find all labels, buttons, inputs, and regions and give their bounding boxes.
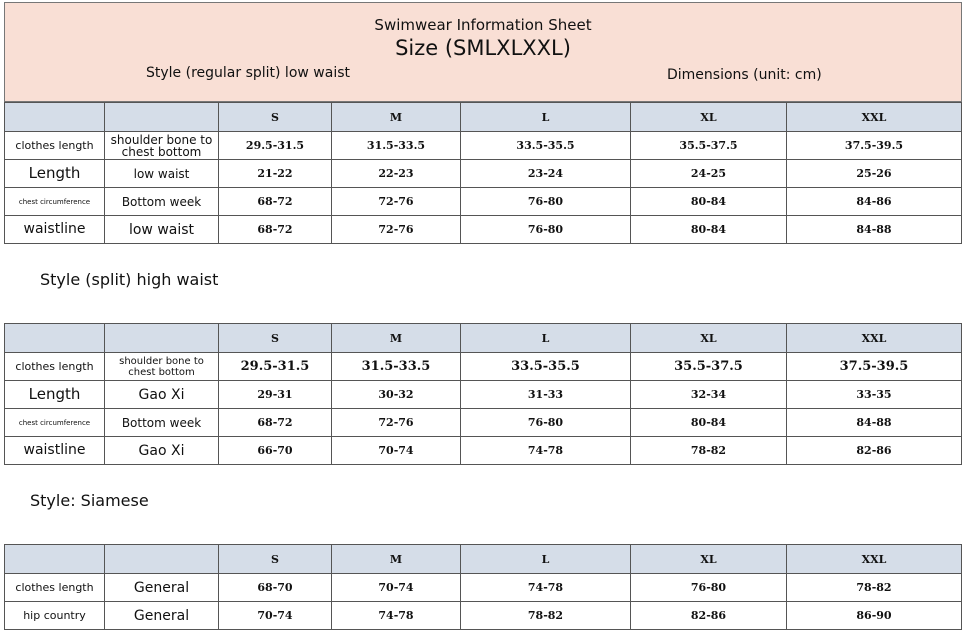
row-label: hip country [5,602,105,630]
row-label: Length [5,160,105,188]
size-header: M [332,545,461,574]
value-cell: 66-70 [219,437,332,465]
row-sublabel: shoulder bone to chest bottom [105,132,219,160]
value-cell: 84-88 [787,216,962,244]
row-sublabel: Bottom week [105,188,219,216]
value-cell: 29.5-31.5 [219,132,332,160]
size-header: XXL [787,103,962,132]
value-cell: 74-78 [461,437,631,465]
value-cell: 86-90 [787,602,962,630]
size-table-high-waist [4,323,962,465]
empty-cell [5,324,105,353]
value-cell: 70-74 [219,602,332,630]
table-row [5,216,962,244]
row-label: Length [5,381,105,409]
table-row [5,188,962,216]
value-cell: 80-84 [631,216,787,244]
table-row [5,574,962,602]
dimensions-label: Dimensions (unit: cm) [667,67,822,83]
value-cell: 23-24 [461,160,631,188]
row-sublabel: Gao Xi [105,381,219,409]
row-sublabel: General [105,602,219,630]
table-row [5,381,962,409]
table-header-row [5,545,962,574]
section-title-high-waist: Style (split) high waist [40,270,219,289]
value-cell: 76-80 [461,409,631,437]
value-cell: 68-72 [219,188,332,216]
value-cell: 22-23 [332,160,461,188]
value-cell: 74-78 [461,574,631,602]
value-cell: 84-88 [787,409,962,437]
value-cell: 31-33 [461,381,631,409]
value-cell: 33.5-35.5 [461,132,631,160]
empty-cell [5,545,105,574]
value-cell: 70-74 [332,437,461,465]
value-cell: 78-82 [631,437,787,465]
value-cell: 24-25 [631,160,787,188]
value-cell: 21-22 [219,160,332,188]
row-label: clothes length [5,353,105,381]
size-header: XXL [787,545,962,574]
value-cell: 29.5-31.5 [219,353,332,381]
value-cell: 80-84 [631,409,787,437]
section-title-siamese: Style: Siamese [30,491,149,510]
size-header: S [219,324,332,353]
value-cell: 70-74 [332,574,461,602]
value-cell: 72-76 [332,188,461,216]
value-cell: 72-76 [332,409,461,437]
value-cell: 25-26 [787,160,962,188]
empty-cell [105,324,219,353]
row-label: waistline [5,437,105,465]
table-header-row [5,103,962,132]
empty-cell [105,103,219,132]
value-cell: 68-72 [219,409,332,437]
row-sublabel: shoulder bone to chest bottom [105,353,219,381]
size-header: XL [631,324,787,353]
value-cell: 80-84 [631,188,787,216]
value-cell: 82-86 [787,437,962,465]
size-header: L [461,545,631,574]
row-label [5,409,105,437]
size-header: XL [631,545,787,574]
value-cell: 72-76 [332,216,461,244]
row-label [5,188,105,216]
value-cell: 35.5-37.5 [631,353,787,381]
table-row [5,353,962,381]
size-header: M [332,324,461,353]
row-sublabel: General [105,574,219,602]
row-sublabel: low waist [105,160,219,188]
value-cell: 33-35 [787,381,962,409]
size-header: XL [631,103,787,132]
value-cell: 78-82 [787,574,962,602]
row-sublabel: Gao Xi [105,437,219,465]
size-header: S [219,545,332,574]
value-cell: 82-86 [631,602,787,630]
size-header: L [461,103,631,132]
table-row [5,132,962,160]
sheet-header [4,2,962,102]
style-label: Style (regular split) low waist [146,65,350,81]
value-cell: 76-80 [461,188,631,216]
empty-cell [5,103,105,132]
value-cell: 68-70 [219,574,332,602]
table-row [5,409,962,437]
size-table-siamese [4,544,962,630]
row-label: clothes length [5,574,105,602]
table-row [5,160,962,188]
empty-cell [105,545,219,574]
row-label-text: chest circumference [18,197,91,206]
size-header: L [461,324,631,353]
sheet-title: Swimwear Information Sheet [374,16,592,34]
size-header: XXL [787,324,962,353]
value-cell: 76-80 [461,216,631,244]
value-cell: 37.5-39.5 [787,353,962,381]
table-header-row [5,324,962,353]
value-cell: 68-72 [219,216,332,244]
value-cell: 31.5-33.5 [332,353,461,381]
value-cell: 29-31 [219,381,332,409]
value-cell: 35.5-37.5 [631,132,787,160]
value-cell: 84-86 [787,188,962,216]
row-sublabel: low waist [105,216,219,244]
value-cell: 74-78 [332,602,461,630]
value-cell: 32-34 [631,381,787,409]
row-sublabel: Bottom week [105,409,219,437]
table-row [5,437,962,465]
table-row [5,602,962,630]
value-cell: 76-80 [631,574,787,602]
size-line: Size (SMLXLXXL) [395,36,571,60]
value-cell: 37.5-39.5 [787,132,962,160]
row-label: clothes length [5,132,105,160]
value-cell: 30-32 [332,381,461,409]
size-header: M [332,103,461,132]
value-cell: 78-82 [461,602,631,630]
value-cell: 31.5-33.5 [332,132,461,160]
size-header: S [219,103,332,132]
row-label-text: chest circumference [18,418,91,427]
value-cell: 33.5-35.5 [461,353,631,381]
size-table-low-waist [4,102,962,244]
row-label: waistline [5,216,105,244]
